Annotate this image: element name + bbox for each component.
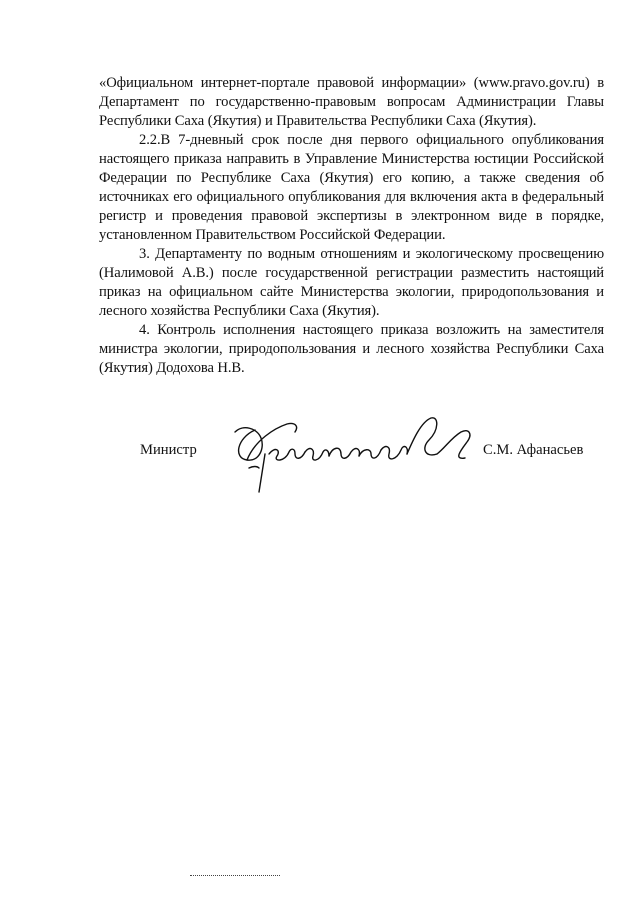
paragraph-item-2-2: 2.2.В 7-дневный срок после дня первого официального опубликования настоящего приказа направить в Управление Министерства юстиции Российской Федерации по Республике Саха (Якутия) его копию, а также сведения об источниках его официального опубликования для включения акта в федеральный регистр и проведения правовой экспертизы в электронном виде в порядке, установленном Правительством Российской Федерации. [99, 132, 604, 243]
footer-divider [190, 875, 280, 876]
document-body [99, 74, 604, 378]
paragraph-item-3: 3. Департаменту по водным отношениям и экологическому просвещению (Налимовой А.В.) после государственной регистрации разместить настоящий приказ на официальном сайте Министерства экологии, природопользования и лесного хозяйства Республики Саха (Якутия). [99, 246, 604, 319]
handwritten-signature [225, 410, 480, 495]
signer-name: С.М. Афанасьев [483, 442, 584, 458]
paragraph-continuation: «Официальном интернет-портале правовой информации» (www.pravo.gov.ru) в Департамент по государственно-правовым вопросам Администрации Главы Республики Саха (Якутия) и Правительства Республики Саха (Якутия). [99, 75, 604, 129]
signature-block [0, 410, 640, 500]
signer-title: Министр [140, 442, 197, 458]
paragraph-item-4: 4. Контроль исполнения настоящего приказа возложить на заместителя министра экологии, природопользования и лесного хозяйства Республики Саха (Якутия) Додохова Н.В. [99, 322, 604, 376]
